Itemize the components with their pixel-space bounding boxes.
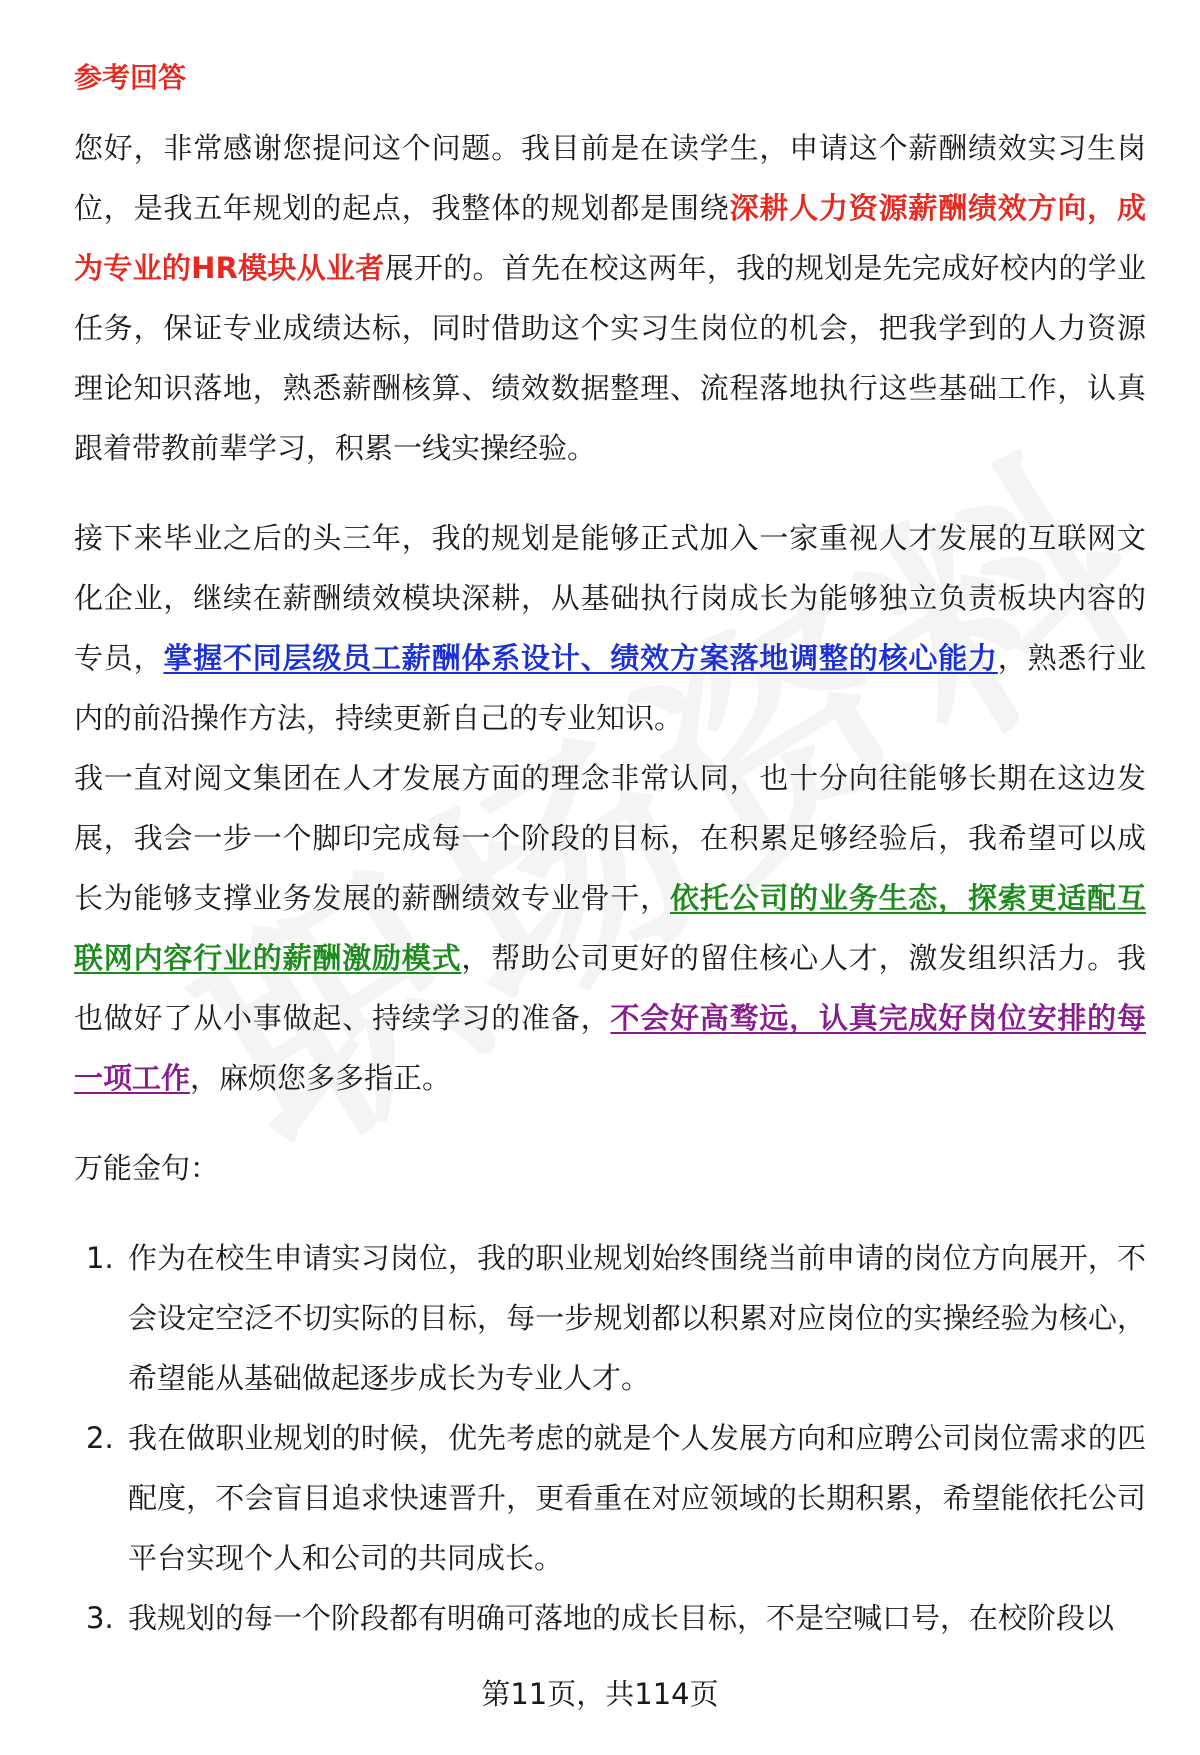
paragraph-3 <box>74 748 1146 1108</box>
list-item <box>74 1228 1146 1408</box>
list-number: 2. <box>86 1421 114 1455</box>
highlight-purple: 不会好高骛远，认真完成好岗位安排的每一项工作 <box>74 1001 1146 1095</box>
page-footer: 第11页，共114页 <box>481 1677 719 1711</box>
paragraph-text: 接下来毕业之后的头三年，我的规划是能够正式加入一家重视人才发展的互联网文化企业，继续在薪酬绩效模块深耕，从基础执行岗成长为能够独立负责板块内容的专员， <box>74 521 1146 675</box>
list-text: 作为在校生申请实习岗位，我的职业规划始终围绕当前申请的岗位方向展开，不会设定空泛不切实际的目标，每一步规划都以积累对应岗位的实操经验为核心，希望能从基础做起逐步成长为专业人才。 <box>128 1241 1146 1395</box>
golden-sentences-list <box>74 1228 1146 1648</box>
golden-sentences-title: 万能金句： <box>74 1151 220 1185</box>
paragraph-text: 我一直对阅文集团在人才发展方面的理念非常认同，也十分向往能够长期在这边发展，我会一步一个脚印完成每一个阶段的目标，在积累足够经验后，我希望可以成长为能够支撑业务发展的薪酬绩效专业骨干， <box>74 761 1146 915</box>
answer-heading: 参考回答 <box>74 61 187 94</box>
paragraph-2 <box>74 508 1146 748</box>
paragraph-1 <box>74 118 1146 478</box>
list-number: 1. <box>86 1241 114 1275</box>
list-item <box>74 1588 1146 1648</box>
paragraph-text: ，麻烦您多多指正。 <box>190 1061 452 1095</box>
list-item <box>74 1408 1146 1588</box>
highlight-red: 深耕人力资源薪酬绩效方向，成为专业的HR模块从业者 <box>74 191 1146 285</box>
list-number: 3. <box>86 1601 114 1635</box>
highlight-green: 依托公司的业务生态，探索更适配互联网内容行业的薪酬激励模式 <box>74 881 1146 975</box>
list-text: 我规划的每一个阶段都有明确可落地的成长目标，不是空喊口号，在校阶段以 <box>128 1601 1115 1635</box>
paragraph-text: 展开的。首先在校这两年，我的规划是先完成好校内的学业任务，保证专业成绩达标，同时借助这个实习生岗位的机会，把我学到的人力资源理论知识落地，熟悉薪酬核算、绩效数据整理、流程落地执行这些基础工作，认真跟着带教前辈学习，积累一线实操经验。 <box>74 251 1146 465</box>
paragraph-text: ，熟悉行业内的前沿操作方法，持续更新自己的专业知识。 <box>74 641 1146 735</box>
highlight-blue: 掌握不同层级员工薪酬体系设计、绩效方案落地调整的核心能力 <box>163 641 998 675</box>
paragraph-text: ，帮助公司更好的留住核心人才，激发组织活力。我也做好了从小事做起、持续学习的准备， <box>74 941 1146 1035</box>
list-text: 我在做职业规划的时候，优先考虑的就是个人发展方向和应聘公司岗位需求的匹配度，不会盲目追求快速晋升，更看重在对应领域的长期积累，希望能依托公司平台实现个人和公司的共同成长。 <box>128 1421 1146 1575</box>
paragraph-text: 您好，非常感谢您提问这个问题。我目前是在读学生，申请这个薪酬绩效实习生岗位，是我五年规划的起点，我整体的规划都是围绕 <box>74 131 1146 225</box>
document-body <box>74 58 1146 1648</box>
